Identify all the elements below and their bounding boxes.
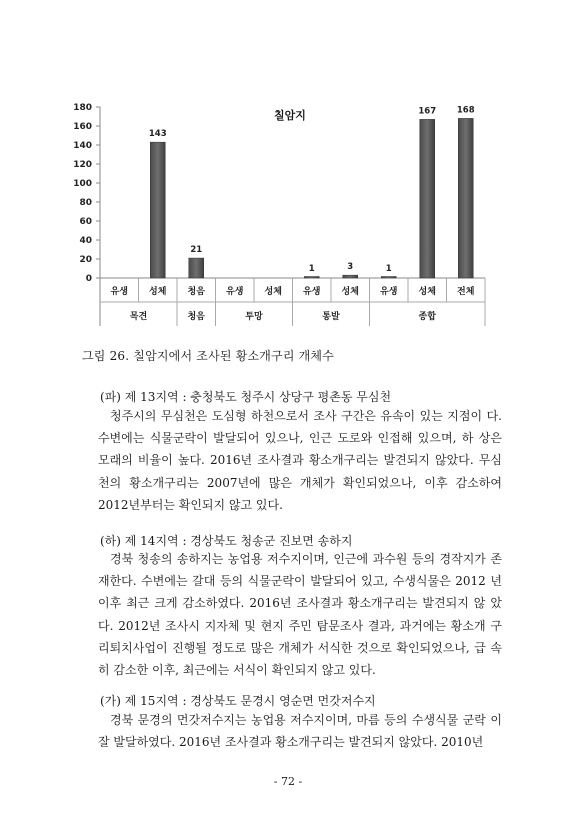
text-line: 경북 문경의 먼갓저수지는 농업용 저수지이며, 마름 등의 수생식물 군락 — [110, 713, 486, 727]
text-line: 2012년부터는 확인되지 않고 있다. — [98, 497, 283, 512]
x-category-label: 유생 — [380, 287, 398, 297]
text-line: 구리퇴치사업이 진행될 정도로 많은 개체가 서식한 것으로 확인되었으나, 급 — [98, 618, 502, 655]
x-category-label: 성체 — [418, 287, 436, 297]
text-line: 속히 감소한 이후, 최근에는 서식이 확인되지 않고 있다. — [98, 640, 502, 678]
x-category-label: 성체 — [341, 287, 359, 297]
bar-data-label: 167 — [418, 106, 437, 117]
figure-caption: 그림 26. 칠암지에서 조사된 황소개구리 개체수 — [82, 349, 335, 363]
text-line: 상은 모래의 비율이 높다. 2016년 조사결과 황소개구리는 발견되지 않았다. — [98, 431, 502, 468]
y-tick-label: 180 — [73, 103, 92, 113]
section-paragraph-13 — [98, 405, 502, 516]
chart-title: 칠암지 — [274, 109, 306, 122]
section-heading-14: (하) 제 14지역 : 경상북도 청송군 진보면 송하지 — [100, 534, 353, 548]
text-line: 년 이후 최근 크게 감소하였다. 2016년 조사결과 황소개구리는 발견되지 않 — [98, 574, 502, 611]
bar — [189, 258, 204, 278]
x-category-label: 전체 — [457, 287, 475, 297]
text-line: 무심천의 황소개구리는 2007년에 많은 개체가 확인되었으나, 이후 감소하여 — [98, 453, 502, 490]
y-tick-label: 0 — [85, 274, 92, 284]
y-tick-label: 40 — [79, 236, 92, 246]
x-group-label: 목견 — [129, 312, 148, 322]
y-tick-label: 20 — [79, 255, 92, 265]
bar-data-label: 168 — [456, 105, 475, 116]
section-heading-13: (파) 제 13지역 : 충청북도 청주시 상당구 평촌동 무심천 — [100, 390, 392, 404]
y-tick-label: 60 — [79, 217, 92, 227]
section-heading-15: (가) 제 15지역 : 경상북도 문경시 영순면 먼갓저수지 — [100, 694, 376, 708]
x-group-label: 통발 — [322, 312, 340, 322]
x-category-label: 성체 — [149, 287, 167, 297]
y-tick-label: 100 — [73, 179, 92, 189]
x-category-label: 성체 — [264, 287, 282, 297]
text-line: 이 잘 발달하였다. 2016년 조사결과 황소개구리는 발견되지 않았다. 2010년 — [98, 713, 502, 750]
bar-data-label: 1 — [385, 264, 392, 275]
bar — [458, 118, 473, 278]
x-category-label: 유생 — [226, 287, 244, 297]
y-tick-label: 80 — [79, 198, 92, 208]
x-category-label: 유생 — [303, 287, 321, 297]
x-group-label: 종합 — [418, 312, 436, 322]
section-paragraph-15 — [98, 709, 502, 753]
page-number: - 72 - — [273, 775, 303, 788]
y-tick-label: 140 — [73, 141, 92, 151]
bar-data-label: 143 — [148, 129, 167, 140]
text-line: 청주시의 무심천은 도심형 하천으로서 조사 구간은 유속이 있는 지점이 — [110, 409, 483, 423]
x-group-label: 청음 — [187, 312, 205, 322]
bar-chart — [0, 0, 576, 340]
bar — [420, 119, 435, 278]
text-line: 다. 수변에는 식물군락이 발달되어 있으나, 인근 도로와 인접해 있으며, 하 — [98, 409, 502, 446]
bar — [150, 142, 165, 278]
text-line: 경북 청송의 송하지는 농업용 저수지이며, 인근에 과수원 등의 경작지가 — [110, 552, 486, 566]
y-tick-label: 120 — [73, 160, 92, 170]
section-paragraph-14 — [98, 548, 502, 681]
bar-data-label: 1 — [308, 264, 315, 275]
x-category-label: 청음 — [187, 287, 205, 297]
bar — [381, 277, 396, 279]
bar-data-label: 3 — [347, 262, 354, 273]
bar — [304, 277, 319, 279]
text-line: 존재한다. 수변에는 갈대 등의 식물군락이 발달되어 있고, 수생식물은 2012 — [98, 552, 502, 589]
y-tick-label: 160 — [73, 122, 92, 132]
text-line: 았다. 2012년 조사시 지자체 및 현지 주민 탐문조사 결과, 과거에는 황소개 — [98, 596, 502, 633]
bar — [343, 275, 358, 278]
bar-data-label: 21 — [190, 245, 203, 256]
x-group-label: 투망 — [245, 312, 263, 322]
x-category-label: 유생 — [110, 287, 128, 297]
